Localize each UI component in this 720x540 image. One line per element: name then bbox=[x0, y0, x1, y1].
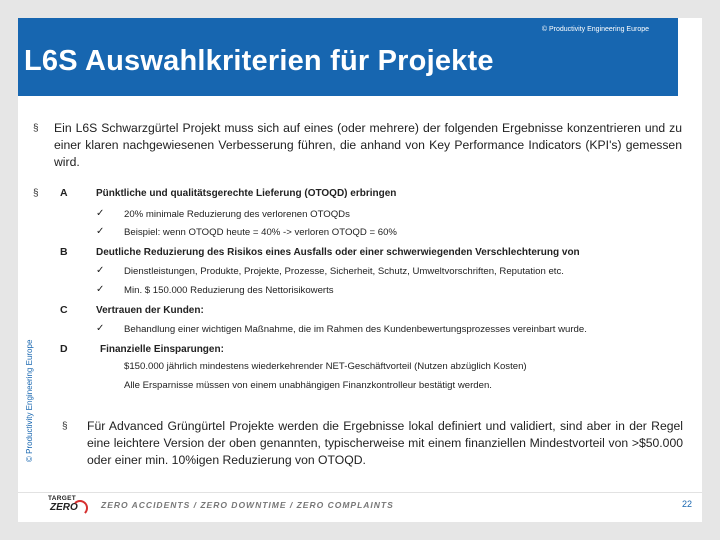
criterion-a-heading: Pünktliche und qualitätsgerechte Lieferung (OTOQD) erbringen bbox=[96, 188, 397, 199]
check-icon: ✓ bbox=[96, 323, 105, 334]
criterion-d-letter: D bbox=[60, 343, 68, 355]
advanced-bullet: § bbox=[62, 421, 68, 432]
target-zero-logo bbox=[48, 494, 88, 518]
criterion-b-heading: Deutliche Reduzierung des Risikos eines Ausfalls oder einer schwerwiegenden Verschlechterung von bbox=[96, 247, 580, 258]
criterion-b-item: Dienstleistungen, Produkte, Projekte, Prozesse, Sicherheit, Schutz, Umweltvorschriften, Reputation etc. bbox=[124, 266, 564, 277]
criterion-a-item: 20% minimale Reduzierung des verlorenen OTOQDs bbox=[124, 209, 350, 220]
criterion-a-item: Beispiel: wenn OTOQD heute = 40% -> verloren OTOQD = 60% bbox=[124, 227, 397, 238]
side-copyright: © Productivity Engineering Europe bbox=[25, 339, 34, 462]
criteria-bullet: § bbox=[33, 188, 39, 199]
header-copyright: © Productivity Engineering Europe bbox=[541, 26, 649, 33]
intro-bullet: § bbox=[33, 123, 39, 134]
check-icon: ✓ bbox=[96, 284, 105, 295]
check-icon: ✓ bbox=[96, 208, 105, 219]
criterion-c-heading: Vertrauen der Kunden: bbox=[96, 305, 204, 316]
logo-text-top: TARGET bbox=[48, 495, 77, 502]
criterion-b-letter: B bbox=[60, 246, 68, 258]
page-title: L6S Auswahlkriterien für Projekte bbox=[24, 45, 494, 77]
footer-divider bbox=[18, 492, 702, 493]
advanced-paragraph: Für Advanced Grüngürtel Projekte werden die Ergebnisse lokal definiert und validiert, sind aber in der Regel eine leichtere Version der oben genannten, typischerweise mit einem finanziellen Mindestvorteil von >$50.000 oder einer min. 10%igen Reduzierung von OTOQD. bbox=[87, 419, 683, 467]
check-icon: ✓ bbox=[96, 265, 105, 276]
criterion-d-line: $150.000 jährlich mindestens wiederkehrender NET-Geschäftvorteil (Nutzen abzüglich Kosten) bbox=[124, 361, 527, 372]
title-banner bbox=[18, 18, 678, 96]
page-number: 22 bbox=[681, 499, 692, 509]
footer-slogan: ZERO ACCIDENTS / ZERO DOWNTIME / ZERO COMPLAINTS bbox=[101, 500, 394, 510]
criterion-c-letter: C bbox=[60, 304, 68, 316]
logo-text-bottom: ZERO bbox=[50, 502, 78, 513]
criterion-d-line: Alle Ersparnisse müssen von einem unabhängigen Finanzkontrolleur bestätigt werden. bbox=[124, 380, 492, 391]
criterion-d-heading: Finanzielle Einsparungen: bbox=[100, 344, 224, 355]
intro-paragraph: Ein L6S Schwarzgürtel Projekt muss sich auf eines (oder mehrere) der folgenden Ergebnisse konzentrieren und zu einer klaren nachgewiesenen Verbesserung führen, die anhand von Key Performance Indicators (KPI's) gemessen wird. bbox=[54, 121, 682, 169]
logo-arc-icon bbox=[72, 500, 88, 516]
check-icon: ✓ bbox=[96, 226, 105, 237]
criterion-a-letter: A bbox=[60, 187, 68, 199]
criterion-b-item: Min. $ 150.000 Reduzierung des Nettorisikowerts bbox=[124, 285, 334, 296]
criterion-c-item: Behandlung einer wichtigen Maßnahme, die im Rahmen des Kundenbewertungsprozesses vereinbart wurde. bbox=[124, 324, 587, 335]
